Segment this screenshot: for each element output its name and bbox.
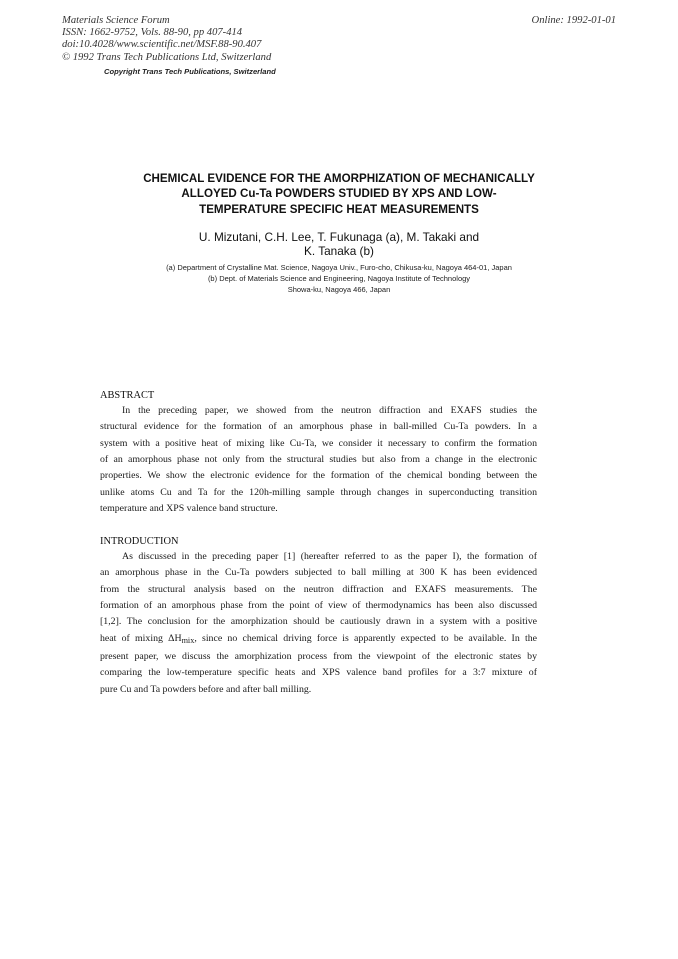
intro-line: comparing the low-temperature specific heats and XPS valence band profiles for a 3:7 mixture of: [100, 667, 537, 679]
intro-line: from the structural analysis based on the neutron diffraction and EXAFS measurements. The: [100, 583, 537, 595]
introduction-heading: INTRODUCTION: [100, 536, 179, 547]
affiliation-line: (a) Department of Crystalline Mat. Science, Nagoya Univ., Furo-cho, Chikusa-ku, Nagoya 464-01, Japan: [166, 263, 512, 272]
copyright-notice: Copyright Trans Tech Publications, Switzerland: [104, 67, 276, 76]
introduction-body: [100, 549, 537, 698]
abstract-line: unlike atoms Cu and Ta for the 120h-milling sample through changes in superconducting transition: [100, 486, 537, 498]
abstract-line: In the preceding paper, we showed from the neutron diffraction and EXAFS studies the: [122, 405, 537, 416]
abstract-line: properties. We show the electronic evidence for the formation of the chemical bonding between the: [100, 470, 537, 482]
abstract-line: system with a positive heat of mixing like Cu-Ta, we consider it necessary to confirm the formation: [100, 437, 537, 449]
intro-line: present paper, we discuss the amorphization process from the viewpoint of the electronic states by: [100, 651, 537, 663]
title-line: ALLOYED Cu-Ta POWDERS STUDIED BY XPS AND LOW-: [181, 187, 497, 201]
affiliations: [60, 262, 618, 295]
affiliation-line: Showa-ku, Nagoya 466, Japan: [287, 285, 391, 294]
intro-line: [1,2]. The conclusion for the amorphization should be cautiously drawn in a system with a positive: [100, 616, 537, 628]
online-date: Online: 1992-01-01: [531, 15, 616, 26]
affiliation-line: (b) Dept. of Materials Science and Engineering, Nagoya Institute of Technology: [207, 274, 471, 283]
publisher-line: © 1992 Trans Tech Publications Ltd, Switzerland: [62, 51, 272, 63]
intro-line6-post: , since no chemical driving force is apparently expected to be available. In the: [194, 632, 537, 644]
journal-meta: [62, 15, 271, 64]
authors-line: K. Tanaka (b): [304, 244, 374, 258]
title-line: CHEMICAL EVIDENCE FOR THE AMORPHIZATION OF MECHANICALLY: [143, 172, 535, 185]
doi-line: doi:10.4028/www.scientific.net/MSF.88-90.407: [62, 39, 262, 51]
authors: [100, 230, 578, 258]
intro-line: an amorphous phase in the Cu-Ta powders subjected to ball milling at 300 K has been evidenced: [100, 567, 537, 579]
intro-line: pure Cu and Ta powders before and after ball milling.: [100, 683, 312, 695]
abstract-body: [100, 403, 537, 517]
intro-line: As discussed in the preceding paper [1] (hereafter referred to as the paper I), the formation of: [122, 551, 537, 562]
journal-name: Materials Science Forum: [62, 15, 170, 26]
issn-line: ISSN: 1662-9752, Vols. 88-90, pp 407-414: [62, 27, 243, 39]
abstract-line: temperature and XPS valence band structure.: [100, 503, 278, 515]
abstract-line: structural evidence for the formation of an amorphous phase in ball-milled Cu-Ta powders. In a: [100, 421, 537, 433]
mix-subscript: mix: [181, 635, 195, 645]
abstract-line: of an amorphous phase not only from the structural studies but also from a change in the electronic: [100, 454, 537, 466]
intro-line: formation of an amorphous phase from the point of view of thermodynamics has been also discussed: [100, 600, 537, 612]
intro-line6-pre: heat of mixing ΔH: [100, 632, 182, 644]
intro-line-with-subscript: [100, 631, 537, 649]
authors-line: U. Mizutani, C.H. Lee, T. Fukunaga (a), M. Takaki and: [198, 230, 480, 244]
title-line: TEMPERATURE SPECIFIC HEAT MEASUREMENTS: [199, 202, 479, 216]
abstract-heading: ABSTRACT: [100, 390, 155, 401]
paper-title: [100, 171, 578, 217]
